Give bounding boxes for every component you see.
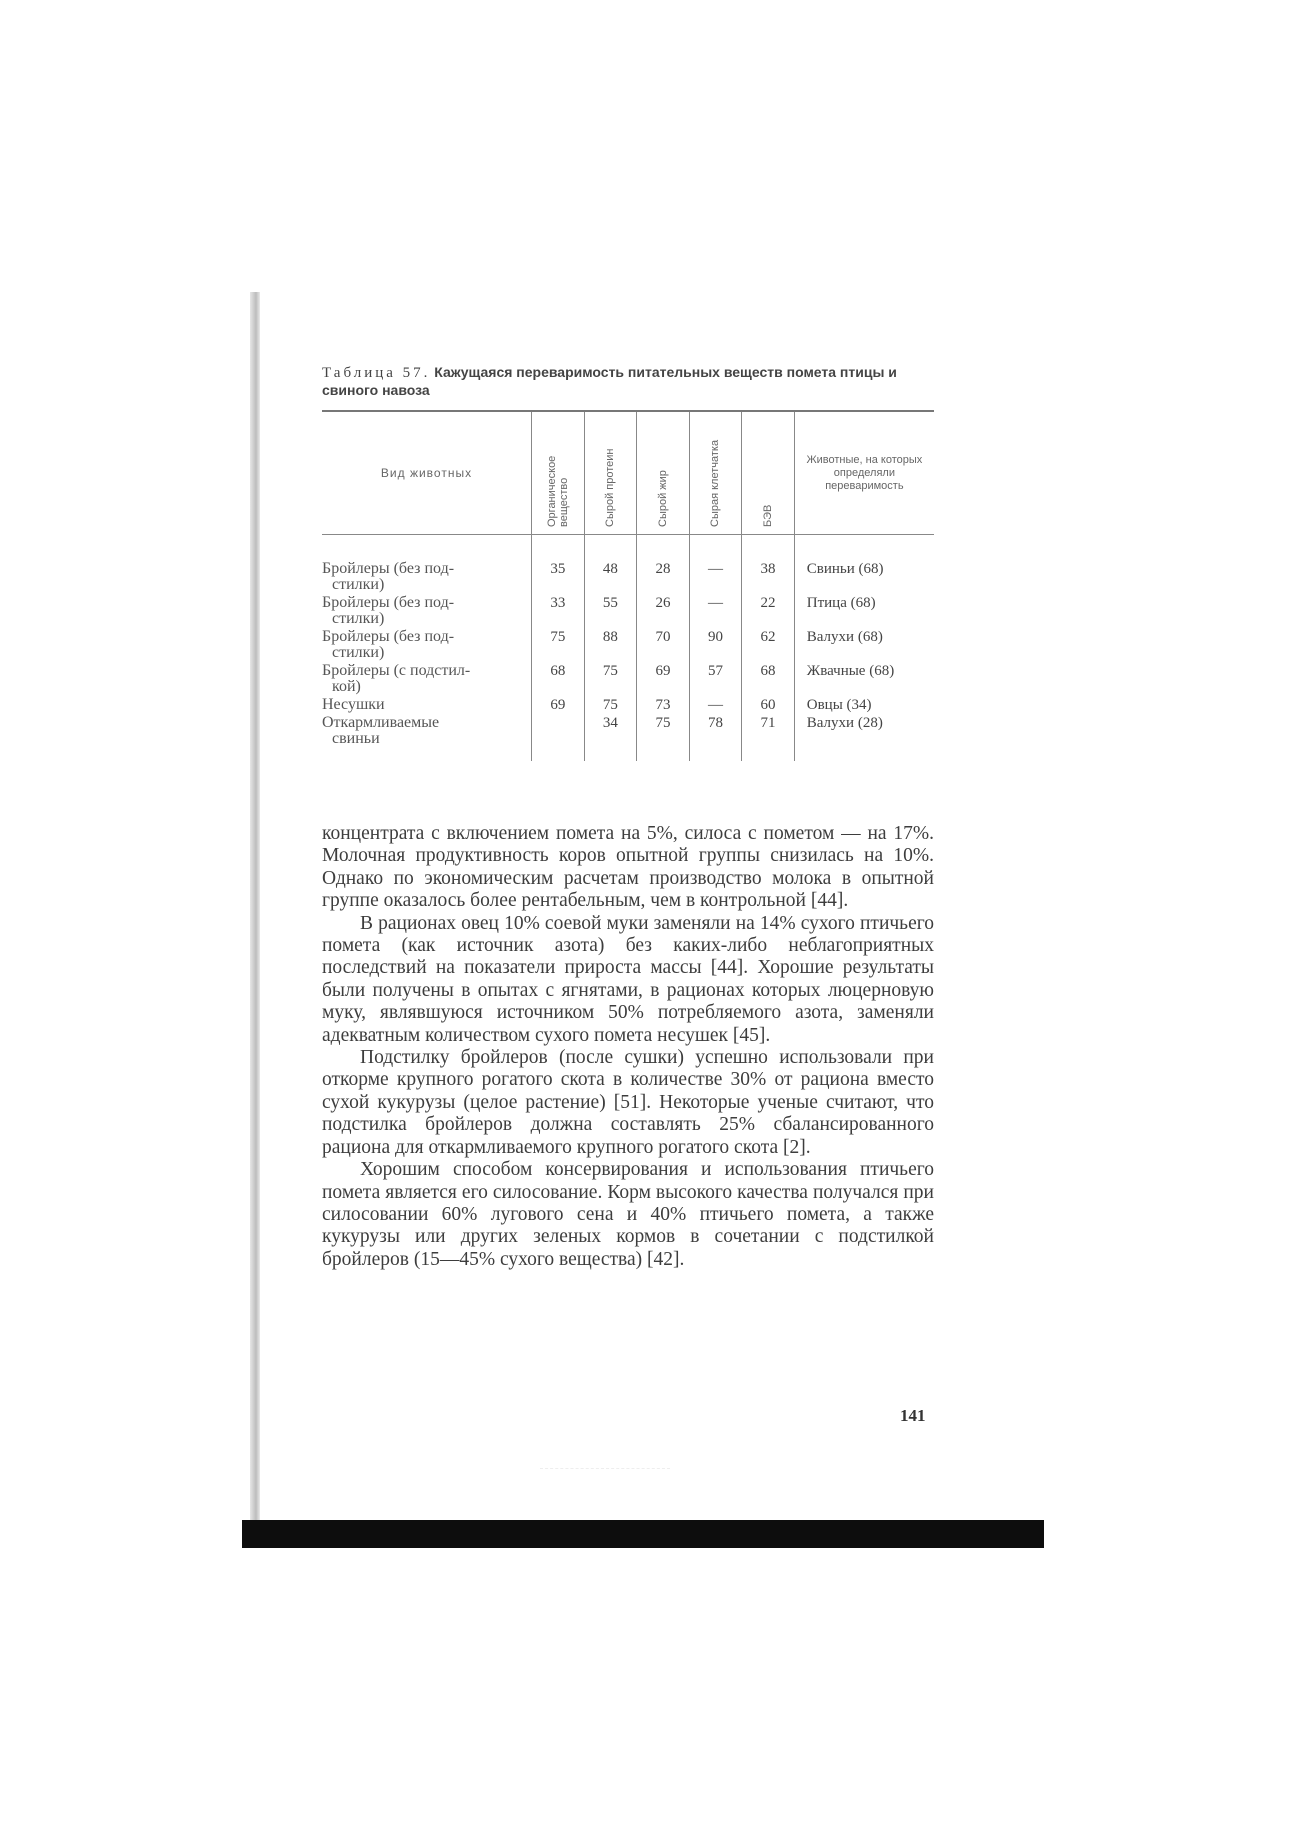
cell-animals: Жвачные (68) — [794, 661, 934, 695]
cell-bev: 62 — [742, 627, 795, 661]
table-caption-title: Кажущаяся переваримость питательных веществ помета птицы и свиного навоза — [322, 364, 897, 398]
paragraph: концентрата с включением помета на 5%, силоса с пометом — на 17%. Молочная продуктивность коров опытной группы снизилась на 10%. Однако по экономическим расчетам производство молока в опытной группе оказалось более рентабельным, чем в контрольной [44]. — [322, 823, 934, 912]
body-text — [322, 823, 934, 1271]
cell-organic: 33 — [532, 593, 585, 627]
cell-organic — [532, 713, 585, 761]
header-fiber: Сырая клетчатка — [689, 411, 742, 535]
table-row — [322, 627, 934, 661]
cell-kind: Бройлеры (без под- стилки) — [322, 628, 455, 661]
cell-protein: 88 — [584, 627, 637, 661]
cell-protein: 55 — [584, 593, 637, 627]
table-row — [322, 713, 934, 761]
cell-organic: 35 — [532, 535, 585, 594]
cell-fiber: 57 — [689, 661, 742, 695]
cell-animals: Овцы (34) — [794, 695, 934, 713]
scan-artifact — [540, 1468, 670, 1470]
cell-bev: 38 — [742, 535, 795, 594]
cell-kind: Бройлеры (без под- стилки) — [322, 594, 455, 627]
scan-edge-stripe — [250, 292, 260, 1527]
cell-kind: Несушки — [322, 696, 385, 713]
cell-protein: 75 — [584, 695, 637, 713]
cell-bev: 71 — [742, 713, 795, 761]
cell-protein: 34 — [584, 713, 637, 761]
cell-animals: Валухи (68) — [794, 627, 934, 661]
cell-bev: 22 — [742, 593, 795, 627]
cell-kind: Бройлеры (без под- стилки) — [322, 560, 455, 593]
cell-fat: 75 — [637, 713, 690, 761]
header-protein: Сырой протеин — [584, 411, 637, 535]
header-organic: Органическое вещество — [532, 411, 585, 535]
cell-fat: 28 — [637, 535, 690, 594]
scan-bottom-bar — [242, 1520, 1044, 1548]
cell-fiber: 78 — [689, 713, 742, 761]
cell-fat: 69 — [637, 661, 690, 695]
paragraph: Хорошим способом консервирования и использования птичьего помета является его силосование. Корм высокого качества получался при силосовании 60% лугового сена и 40% птичьего помета, а также кукурузы или других зеленых кормов в сочетании с подстилкой бройлеров (15—45% сухого вещества) [42]. — [322, 1159, 934, 1270]
cell-fiber: — — [689, 593, 742, 627]
cell-protein: 75 — [584, 661, 637, 695]
cell-animals: Валухи (28) — [794, 713, 934, 761]
table-row — [322, 661, 934, 695]
cell-fiber: — — [689, 535, 742, 594]
header-bev: БЭВ — [742, 411, 795, 535]
cell-fiber: — — [689, 695, 742, 713]
digestibility-table — [322, 410, 934, 761]
cell-organic: 69 — [532, 695, 585, 713]
table-row — [322, 695, 934, 713]
cell-kind: Откармливаемые свиньи — [322, 714, 440, 747]
header-kind: Вид животных — [322, 411, 532, 535]
cell-animals: Птица (68) — [794, 593, 934, 627]
cell-fat: 26 — [637, 593, 690, 627]
table-row — [322, 593, 934, 627]
header-fat: Сырой жир — [637, 411, 690, 535]
cell-animals: Свиньи (68) — [794, 535, 934, 594]
cell-organic: 68 — [532, 661, 585, 695]
cell-fat: 70 — [637, 627, 690, 661]
table-caption-prefix: Таблица 57. — [322, 365, 431, 381]
page-number: 141 — [900, 1406, 926, 1425]
cell-bev: 60 — [742, 695, 795, 713]
cell-organic: 75 — [532, 627, 585, 661]
table-caption — [322, 364, 942, 399]
table-header-row — [322, 411, 934, 535]
cell-fiber: 90 — [689, 627, 742, 661]
cell-bev: 68 — [742, 661, 795, 695]
table-row — [322, 535, 934, 594]
paragraph: В рационах овец 10% соевой муки заменяли на 14% сухого птичьего помета (как источник азота) без каких-либо неблагоприятных последствий на показатели прироста массы [44]. Хорошие результаты были получены в опытах с ягнятами, в рационах которых люцерновую муку, являвшуюся источником 50% потребляемого азота, заменяли адекватным количеством сухого помета несушек [45]. — [322, 912, 934, 1046]
cell-protein: 48 — [584, 535, 637, 594]
header-animals: Животные, на которых определяли переваримость — [794, 411, 934, 535]
cell-kind: Бройлеры (с подстил- кой) — [322, 662, 471, 695]
paragraph: Подстилку бройлеров (после сушки) успешно использовали при откорме крупного рогатого скота в количестве 30% от рациона вместо сухой кукурузы (целое растение) [51]. Некоторые ученые считают, что подстилка бройлеров должна составлять 25% сбалансированного рациона для откармливаемого крупного рогатого скота [2]. — [322, 1047, 934, 1158]
cell-fat: 73 — [637, 695, 690, 713]
